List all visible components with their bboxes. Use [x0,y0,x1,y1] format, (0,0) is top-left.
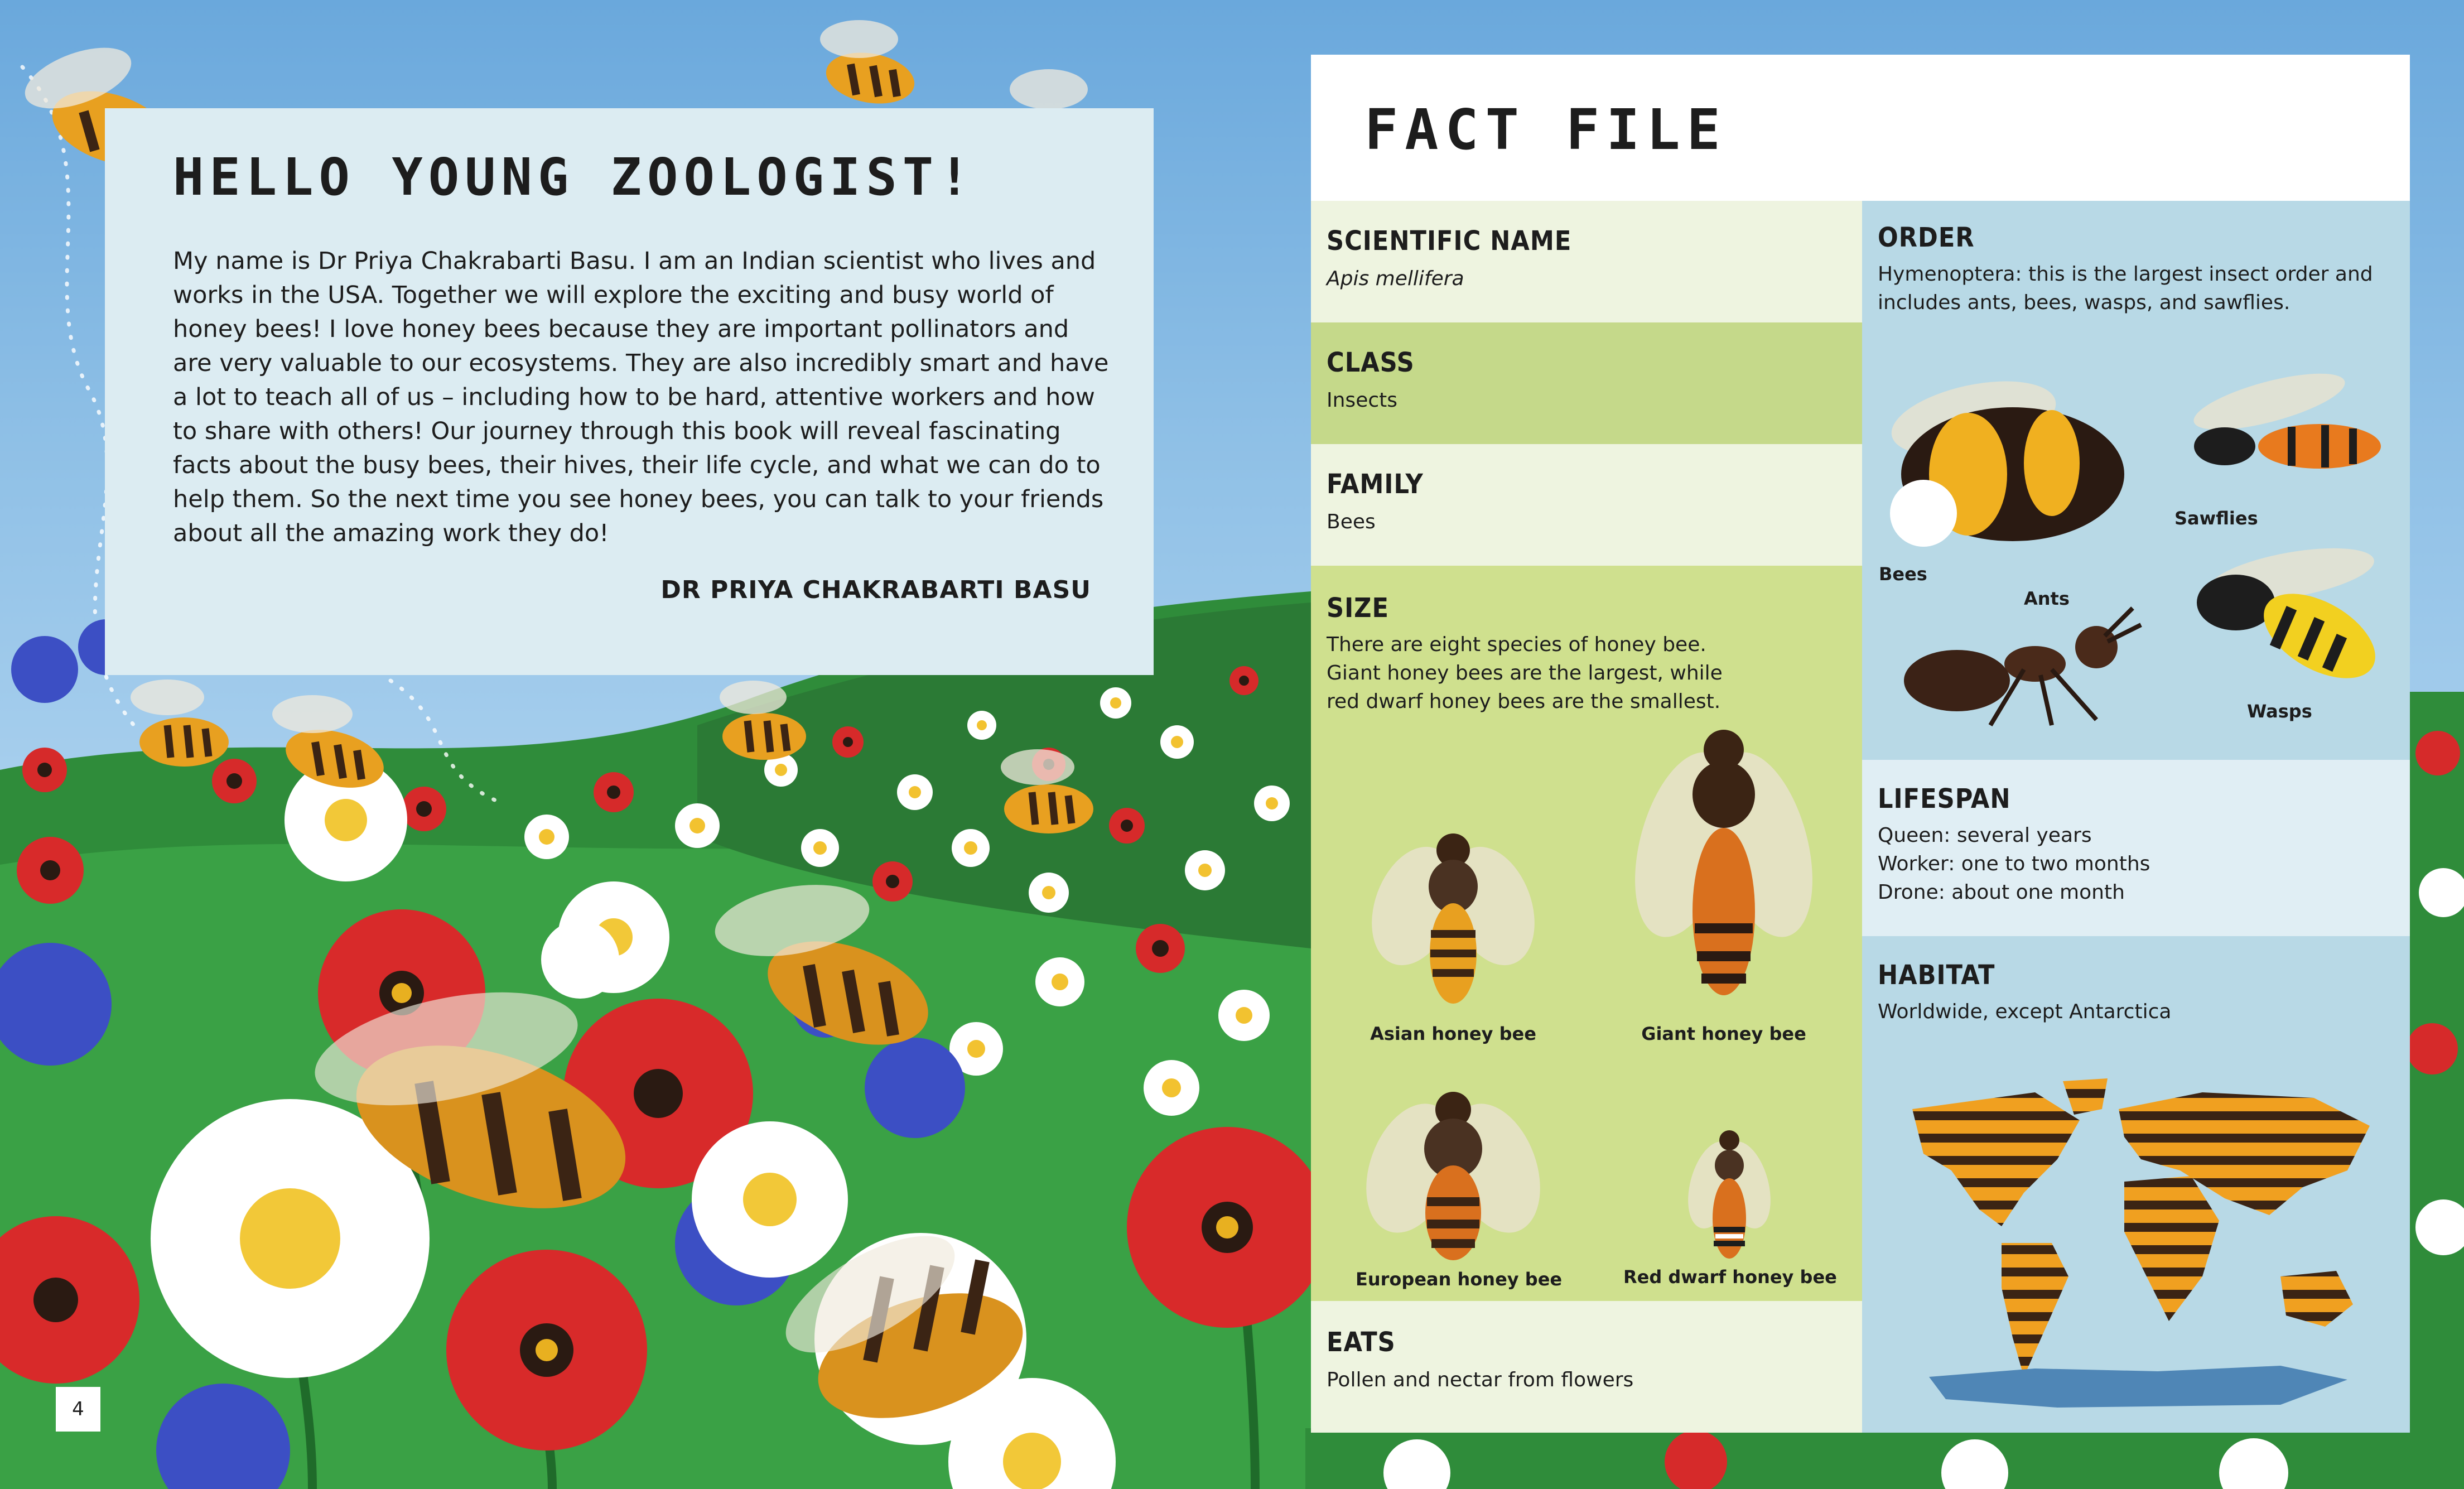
size-cell [1311,566,1862,1301]
european-honey-bee-icon [1356,1085,1551,1269]
order-label: ORDER [1878,222,1975,253]
order-value: Hymenoptera: this is the largest insect order and includes ants, bees, wasps, and sawflies. [1878,263,2373,314]
habitat-value: Worldwide, except Antarctica [1878,1000,2172,1023]
world-map-icon [1890,1076,2392,1410]
lifespan-label: LIFESPAN [1878,783,2011,815]
ant-icon [1884,603,2147,736]
lifespan-queen: Queen: several years [1878,824,2092,847]
order-cell [1862,201,2410,760]
size-label: SIZE [1327,592,1389,624]
red-dwarf-honey-bee-card [1623,1124,1835,1297]
wasp-icon [2174,536,2398,703]
class-value: Insects [1327,389,1398,412]
european-honey-bee-label: European honey bee [1356,1269,1563,1290]
asian-honey-bee-label: Asian honey bee [1370,1023,1536,1044]
lifespan-worker: Worker: one to two months [1878,852,2150,875]
eats-label: EATS [1327,1327,1396,1358]
sawflies-insect-label: Sawflies [2174,508,2258,529]
intro-title: HELLO YOUNG ZOOLOGIST! [173,147,976,207]
eats-cell [1311,1301,1862,1433]
asian-honey-bee-card [1361,822,1545,1057]
sawfly-icon [2163,363,2398,497]
scientific-name-cell [1311,201,1862,322]
asian-honey-bee-icon [1361,822,1545,1012]
class-cell [1311,322,1862,444]
family-cell [1311,444,1862,566]
fact-file-panel [1311,55,2410,1433]
intro-body: My name is Dr Priya Chakrabarti Basu. I am an Indian scientist who lives and works in the USA. Together we will explore the exciting and busy world of honey bees! I love honey bees because they are important pollinators and are very valuable to our ecosystems. They are also incredibly smart and have a lot to teach all of us – including how to be hard, attentive workers and how to share with others! Our journey through this book will reveal fascinating facts about the busy bees, their hives, their life cycle, and what we can do to help them. So the next time you see honey bees, you can talk to your friends about all the amazing work they do! [173,247,1109,547]
bumblebee-icon [1873,368,2135,569]
habitat-cell [1862,936,2410,1433]
red-dwarf-honey-bee-label: Red dwarf honey bee [1623,1266,1837,1288]
intro-signature: DR PRIYA CHAKRABARTI BASU [660,576,1091,604]
giant-honey-bee-card [1623,716,1824,1057]
wasps-insect-label: Wasps [2247,701,2312,722]
intro-panel [105,108,1154,675]
ants-insect-label: Ants [2024,588,2070,609]
giant-honey-bee-icon [1623,716,1824,1018]
family-label: FAMILY [1327,469,1424,500]
red-dwarf-honey-bee-icon [1623,1124,1835,1269]
page-number-left: 4 [56,1387,100,1432]
lifespan-cell [1862,760,2410,936]
eats-value: Pollen and nectar from flowers [1327,1368,1634,1391]
lifespan-drone: Drone: about one month [1878,881,2125,904]
family-value: Bees [1327,510,1376,533]
size-value: There are eight species of honey bee. Giant honey bees are the largest, while red dwarf honey bees are the smallest. [1327,633,1723,713]
scientific-name-label: SCIENTIFIC NAME [1327,225,1572,257]
fact-file-title: FACT FILE [1364,97,1727,162]
scientific-name-value: Apis mellifera [1327,267,1464,290]
bees-insect-label: Bees [1879,563,1927,585]
habitat-label: HABITAT [1878,960,1995,991]
class-label: CLASS [1327,347,1415,378]
european-honey-bee-card [1356,1085,1563,1297]
giant-honey-bee-label: Giant honey bee [1641,1023,1806,1044]
